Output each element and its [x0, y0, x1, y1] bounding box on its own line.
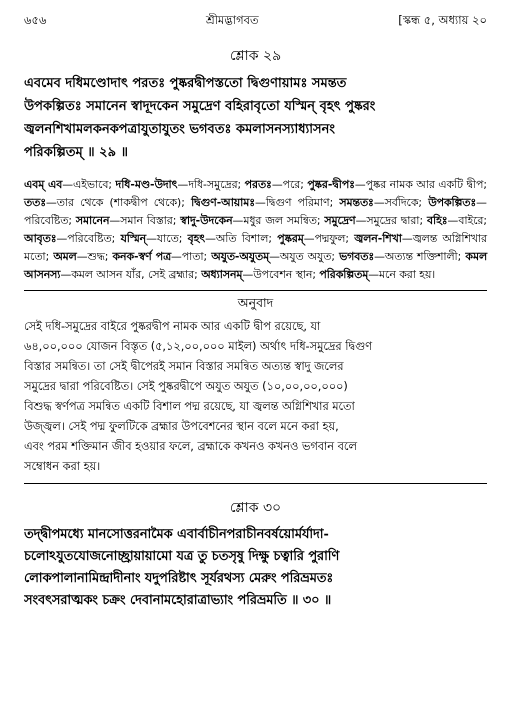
synonym-term: কনক-স্বর্ণ [112, 250, 152, 263]
translation-line: সমুদ্রের দ্বারা পরিবেষ্টিত। সেই পুষ্করদ্বীপে অযুত অযুত (১০,০০,০০,০০০) [24, 380, 348, 393]
synonym-term: ভগবতঃ [339, 250, 375, 263]
synonym-term: জ্বলন-শিখা [354, 232, 402, 245]
synonym-term: পত্র [155, 250, 172, 263]
synonym-meaning: দ্বিগুণ পরিমাণ [265, 196, 330, 209]
word-synonyms: এবম্ এব—এইভাবে; দধি-মণ্ড-উদাৎ—দধি-সমুদ্রের; পরতঃ—পরে; পুষ্কর-দ্বীপঃ—পুষ্কর নামক আর একটি দ্বীপ; ততঃ—তার থেকে (শাকদ্বীপ থেকে); দ্বিগুণ-আয়ামঃ—দ্বিগুণ পরিমাণ; সমন্ততঃ—সর্বদিকে; উপকল্পিতঃ—পরিবেষ্টিত; সমানেন—সমান বিস্তার; স্বাদু-উদকেন—মধুর জল সমন্বিত; সমুদ্রেণ—সমুদ্রের দ্বারা; বহিঃ—বাইরে; আবৃতঃ—পরিবেষ্টিত; যস্মিন্—যাতে; বৃহৎ—অতি বিশাল; পুষ্করম্—পদ্মফুল; জ্বলন-শিখা—জ্বলন্ত অগ্নিশিখার মতো; অমল—শুদ্ধ; কনক-স্বর্ণ পত্র—পাতা; অযুত-অযুতম্—অযুত অযুত; ভগবতঃ—অত্যন্ত শক্তিশালী; কমল আসনস্য—কমল আসন যাঁর, সেই ব্রহ্মার; অধ্যাসনম্—উপবেশন স্থান; পরিকল্পিতম্—মনে করা হয়। [24, 178, 487, 281]
translation-line: উজ্জ্বল। সেই পদ্ম ফুলটিকে ব্রহ্মার উপবেশনের স্থান বলে মনে করা হয়, [24, 420, 339, 433]
synonym-term: দ্বিগুণ-আয়ামঃ [191, 196, 256, 209]
synonym-meaning: পদ্মফুল [314, 232, 346, 245]
synonym-term: কমল আসনস্য [24, 250, 487, 281]
synonym-term: বৃহৎ [187, 232, 206, 245]
verse-29-line: জ্বলনশিখামলকনকপত্রাযুতাযুতং ভগবতঃ কমলাসনস্যাধ্যাসনং [24, 122, 335, 137]
synonym-term: যস্মিন্ [120, 232, 147, 245]
synonym-term: সমুদ্রেণ [324, 214, 356, 227]
synonym-term: সমানেন [75, 214, 110, 227]
synonym-meaning: অত্যন্ত শক্তিশালী [384, 250, 458, 263]
synonym-meaning: উপবেশন স্থান [253, 268, 313, 281]
page-header [24, 12, 487, 32]
translation-line: ৬৪,০০,০০০ যোজন বিস্তৃত (৫,১২,০০,০০০ মাইল) অর্থাৎ দধি-সমুদ্রের দ্বিগুণ [24, 340, 372, 353]
verse-30-heading: শ্লোক ৩০ [229, 500, 282, 516]
synonym-meaning: এইভাবে [73, 178, 109, 191]
synonym-meaning: পরে [282, 178, 301, 191]
translation-line: বিস্তার সমন্বিত। তা সেই দ্বীপেরই সমান বিস্তার সমন্বিত অত্যন্ত স্বাদু জলের [24, 360, 344, 373]
translation-line: সেই দধি-সমুদ্রের বাইরে পুষ্করদ্বীপ নামক আর একটি দ্বীপ রয়েছে, যা [24, 320, 321, 333]
page-number: ৬৫৬ [24, 13, 47, 27]
synonym-term: উপকল্পিতঃ [428, 196, 477, 209]
verse-29-heading: শ্লোক ২৯ [229, 48, 282, 64]
translation-line: এবং পরম শক্তিমান জীব হওয়ার ফলে, ব্রহ্মাকে কখনও কখনও ভগবান বলে [24, 440, 357, 453]
translation-line: বিশুদ্ধ স্বর্ণপত্র সমন্বিত একটি বিশাল পদ্ম রয়েছে, যা জ্বলন্ত অগ্নিশিখার মতো [24, 400, 355, 413]
synonym-term: ততঃ [24, 196, 46, 209]
synonym-meaning: সর্বদিকে [384, 196, 419, 209]
synonym-meaning: মনে করা হয়। [379, 268, 436, 281]
synonym-term: পরতঃ [244, 178, 272, 191]
synonym-term: দধি-মণ্ড-উদাৎ [115, 178, 178, 191]
synonym-meaning: সমুদ্রের দ্বারা [366, 214, 420, 227]
synonym-term: এবম্ এব [24, 178, 63, 191]
synonym-term: স্বাদু-উদকেন [180, 214, 233, 227]
synonym-term: অযুত-অযুতম্ [211, 250, 270, 263]
synonym-term: বহিঃ [426, 214, 448, 227]
verse-29-line: উপকল্পিতঃ সমানেন স্বাদূদকেন সমুদ্রেণ বহিরাবৃতো যস্মিন্ বৃহৎ পুষ্করং [24, 99, 376, 114]
synonym-meaning: পুষ্কর নামক আর একটি দ্বীপ [365, 178, 484, 191]
synonym-meaning: কমল আসন যাঁর, সেই ব্রহ্মার [71, 268, 195, 281]
verse-30-text [24, 524, 487, 612]
verse-29-line: পরিকল্পিতম্ ॥ ২৯ ॥ [24, 145, 128, 160]
synonym-term: সমন্ততঃ [339, 196, 374, 209]
synonym-meaning: অযুত অযুত [279, 250, 332, 263]
translation-text [24, 317, 487, 477]
synonym-meaning: যাতে [156, 232, 179, 245]
verse-30-line: সংবৎসরাত্মকং চক্রং দেবানামহোরাত্রাভ্যাং পরিভ্রমতি ॥ ৩০ ॥ [24, 593, 332, 608]
synonym-term: পুষ্কর-দ্বীপঃ [307, 178, 355, 191]
synonym-meaning: মধুর জল সমন্বিত [243, 214, 317, 227]
book-title: শ্রীমদ্ভাগবত [205, 13, 259, 27]
synonym-meaning: পাতা [181, 250, 204, 263]
synonym-term: অধ্যাসনম্ [201, 268, 243, 281]
translation-heading: অনুবাদ [237, 295, 274, 310]
verse-30-line: চলোঽযুতযোজনোচ্ছ্রায়ায়ামো যত্র তু চতসৃষু দিক্ষু চত্বারি পুরাণি [24, 549, 340, 564]
synonym-meaning: দধি-সমুদ্রের [188, 178, 238, 191]
synonym-meaning: তার থেকে (শাকদ্বীপ থেকে) [56, 196, 182, 209]
synonym-meaning: সমান বিস্তার [120, 214, 173, 227]
verse-30-line: তদ্দ্বীপমধ্যে মানসোত্তরনামৈক এবার্বাচীনপরাচীনবর্ষয়োর্মর্যাদা- [24, 527, 329, 542]
section-divider [24, 290, 487, 291]
synonym-meaning: পরিবেষ্টিত [67, 232, 112, 245]
synonym-term: পরিকল্পিতম্ [319, 268, 369, 281]
synonym-meaning: জ্বলন্ত অগ্নিশিখার মতো [24, 232, 487, 263]
synonym-term: পুষ্করম্ [277, 232, 304, 245]
synonym-term: আবৃতঃ [24, 232, 57, 245]
verse-29-text [24, 72, 487, 164]
section-divider [24, 483, 487, 484]
synonym-term: অমল [53, 250, 77, 263]
verse-30-line: লোকপালানামিন্দ্রাদীনাং যদুপরিষ্টাৎ সূর্যরথস্য মেরুং পরিভ্রমতঃ [24, 571, 334, 586]
synonym-meaning: বাইরে [458, 214, 484, 227]
synonym-meaning: শুদ্ধ [87, 250, 105, 263]
synonym-meaning: পরিবেষ্টিত [24, 214, 69, 227]
translation-line: সম্বোধন করা হয়। [24, 460, 101, 473]
verse-29-line: এবমেব দধিমণ্ডোদাৎ পরতঃ পুষ্করদ্বীপস্ততো দ্বিগুণায়ামঃ সমন্তত [24, 76, 347, 91]
chapter-reference: [স্কন্ধ ৫, অধ্যায় ২০ [398, 13, 487, 27]
synonym-meaning: অতি বিশাল [215, 232, 269, 245]
